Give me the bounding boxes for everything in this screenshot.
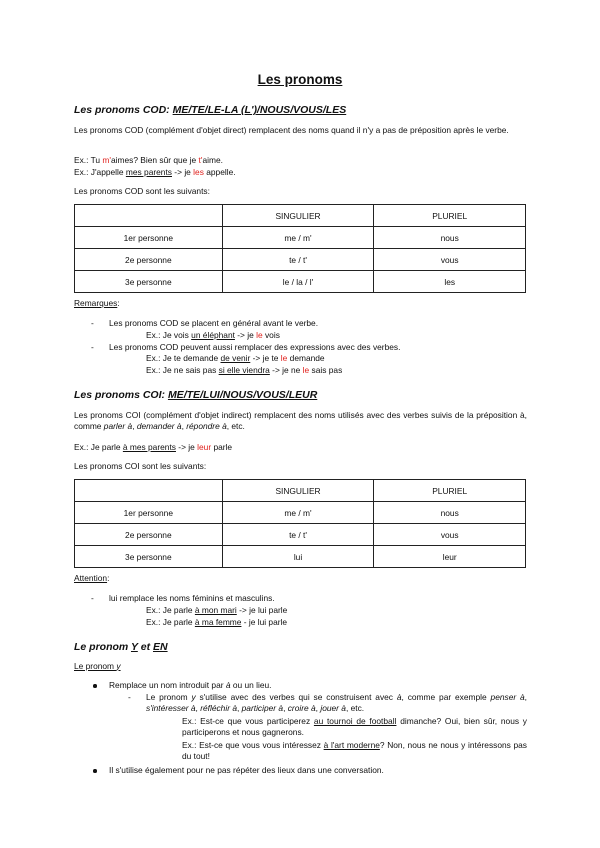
cod-example-1 — [74, 155, 223, 166]
text: y — [116, 661, 121, 671]
cod-heading — [74, 104, 346, 116]
cod-heading-list: ME/TE/LE-LA (L')/NOUS/VOUS/LES — [172, 104, 347, 116]
replaced-noun: de venir — [220, 353, 251, 363]
coi-heading-prefix: Les pronoms COI: — [74, 389, 168, 401]
y-bullet-1 — [109, 680, 272, 691]
verb-example: répondre à — [186, 421, 227, 431]
cod-remarks-label — [74, 298, 120, 309]
text: appelle. — [203, 167, 236, 177]
table-cell: te / t' — [222, 249, 374, 271]
coi-list-intro: Les pronoms COI sont les suivants: — [74, 461, 207, 471]
coi-attention-example-2 — [146, 617, 287, 628]
verb-example: parler à — [103, 421, 133, 431]
text: , — [236, 703, 242, 713]
table-row — [75, 546, 526, 568]
text: : — [107, 573, 110, 583]
text: : — [117, 298, 120, 308]
table-header: PLURIEL — [374, 480, 526, 502]
text: aimes? Bien sûr que je — [110, 155, 199, 165]
text: sais pas — [309, 365, 343, 375]
table-cell: vous — [374, 524, 526, 546]
table-cell: me / m' — [222, 227, 374, 249]
text: parle — [211, 442, 233, 452]
text: vois — [262, 330, 280, 340]
dash-bullet: - — [128, 692, 131, 702]
table-cell: 2e personne — [75, 524, 223, 546]
coi-heading-list: ME/TE/LUI/NOUS/VOUS/LEUR — [167, 389, 318, 401]
text: et — [137, 641, 153, 653]
text: Les pronoms COI (complément d'objet indirect) remplacent des noms utilisés avec des verbes suivis de la préposition à, comme — [74, 410, 527, 431]
cod-list-intro: Les pronoms COD sont les suivants: — [74, 186, 210, 196]
coi-heading — [74, 389, 317, 401]
text: à — [396, 692, 402, 702]
replaced-noun: à l'art moderne — [323, 740, 380, 750]
text: aime. — [202, 155, 223, 165]
bullet-dot — [93, 769, 97, 773]
text: -> je — [171, 167, 194, 177]
table-row — [75, 502, 526, 524]
verb-example: demander à — [136, 421, 182, 431]
text: , — [195, 703, 201, 713]
verb-example: penser à — [490, 692, 525, 702]
coi-attention-label — [74, 573, 109, 584]
text: -> je — [175, 442, 198, 452]
table-header — [75, 480, 223, 502]
text: à — [225, 680, 231, 690]
cod-remark-1: Les pronoms COD se placent en général avant le verbe. — [109, 318, 319, 328]
text: Ex.: Je vois — [146, 330, 192, 340]
text: ou un lieu. — [230, 680, 272, 690]
text: , — [283, 703, 288, 713]
text: Le pronom — [74, 641, 131, 653]
cod-example-2 — [74, 167, 236, 178]
page-title: Les pronoms — [257, 72, 343, 87]
y-bullet-2: Il s'utilise également pour ne pas répéter des lieux dans une conversation. — [109, 765, 384, 775]
replaced-noun: si elle viendra — [218, 365, 270, 375]
text: s'utilise avec des verbes qui se construisent avec — [195, 692, 397, 702]
table-header — [75, 205, 223, 227]
table-cell: nous — [374, 227, 526, 249]
text: , etc. — [345, 703, 365, 713]
text: , — [181, 421, 187, 431]
table-row — [75, 271, 526, 293]
text: -> je lui parle — [236, 605, 288, 615]
table-cell: leur — [374, 546, 526, 568]
text: , — [315, 703, 321, 713]
text: -> je ne — [269, 365, 303, 375]
table-cell: 3e personne — [75, 546, 223, 568]
table-header: SINGULIER — [222, 480, 374, 502]
dash-bullet: - — [91, 318, 94, 328]
text: Le pronom — [74, 661, 117, 671]
cod-remark-2-example-1 — [146, 353, 325, 364]
y-example-1 — [182, 716, 527, 738]
text: demande — [287, 353, 325, 363]
dash-bullet: - — [91, 593, 94, 603]
pronoun-highlight: t' — [198, 155, 203, 165]
text: y — [191, 692, 196, 702]
coi-definition — [74, 410, 527, 432]
replaced-noun: à ma femme — [194, 617, 242, 627]
pronoun-highlight: le — [256, 330, 263, 340]
text: Ex.: Est-ce que vous participerez — [182, 716, 314, 726]
y-usage — [146, 692, 527, 714]
pronoun-highlight: le — [280, 353, 288, 363]
text: Ex.: J'appelle — [74, 167, 126, 177]
text: ? Non, nous ne nous y intéressons pas du tout! — [182, 740, 527, 761]
replaced-noun: un éléphant — [191, 330, 235, 340]
pronoun-highlight: les — [193, 167, 204, 177]
verb-example: jouer à — [320, 703, 346, 713]
dash-bullet: - — [91, 342, 94, 352]
table-cell: les — [374, 271, 526, 293]
text: Ex.: Je parle — [74, 442, 123, 452]
cod-heading-prefix: Les pronoms COD: — [74, 104, 173, 116]
text: Remarques — [74, 298, 118, 308]
verb-example: participer à — [241, 703, 284, 713]
y-example-2 — [182, 740, 527, 762]
text: Ex.: Je ne sais pas — [146, 365, 219, 375]
text: Ex.: Est-ce que vous vous intéressez — [182, 740, 324, 750]
table-row — [75, 249, 526, 271]
table-header-row — [75, 480, 526, 502]
table-cell: 3e personne — [75, 271, 223, 293]
cod-remark-2: Les pronoms COD peuvent aussi remplacer des expressions avec des verbes. — [109, 342, 401, 352]
table-cell: 1er personne — [75, 227, 223, 249]
text: Remplace un nom introduit par — [109, 680, 226, 690]
table-row — [75, 524, 526, 546]
table-cell: vous — [374, 249, 526, 271]
verb-example: croire à — [287, 703, 316, 713]
text: -> je te — [250, 353, 281, 363]
text: Le pronom — [146, 692, 192, 702]
text: EN — [152, 641, 168, 653]
verb-example: s'intéresser à — [146, 703, 196, 713]
pronoun-highlight: m' — [102, 155, 111, 165]
table-cell: 2e personne — [75, 249, 223, 271]
text: Ex.: Je parle — [146, 605, 195, 615]
coi-attention-1: lui remplace les noms féminins et masculins. — [109, 593, 275, 603]
cod-remark-1-example — [146, 330, 280, 341]
table-header: SINGULIER — [222, 205, 374, 227]
cod-definition: Les pronoms COD (complément d'objet direct) remplacent des noms quand il n'y a pas de préposition après le verbe. — [74, 125, 509, 135]
text: dimanche? Oui, bien sûr, nous y participerons et nous gagnerons. — [182, 716, 527, 737]
text: Ex.: Tu — [74, 155, 103, 165]
coi-table — [74, 479, 526, 568]
coi-attention-example-1 — [146, 605, 287, 616]
yen-heading — [74, 641, 168, 653]
text: Ex.: Je parle — [146, 617, 195, 627]
text: Y — [130, 641, 138, 653]
bullet-dot — [93, 684, 97, 688]
table-header-row — [75, 205, 526, 227]
text: , — [132, 421, 137, 431]
y-subheading — [74, 661, 121, 672]
cod-remark-2-example-2 — [146, 365, 342, 376]
text: - je lui parle — [241, 617, 288, 627]
replaced-noun: à mon mari — [194, 605, 237, 615]
text: -> je — [234, 330, 257, 340]
replaced-noun: mes parents — [125, 167, 172, 177]
text: , — [524, 692, 527, 702]
table-cell: le / la / l' — [222, 271, 374, 293]
text: , comme par exemple — [401, 692, 491, 702]
text: Ex.: Je te demande — [146, 353, 221, 363]
table-cell: lui — [222, 546, 374, 568]
table-cell: 1er personne — [75, 502, 223, 524]
text: Attention — [74, 573, 108, 583]
verb-example: réfléchir à — [200, 703, 237, 713]
replaced-noun: au tournoi de football — [313, 716, 397, 726]
replaced-noun: à mes parents — [122, 442, 176, 452]
coi-example — [74, 442, 232, 453]
text: , etc. — [226, 421, 245, 431]
cod-table — [74, 204, 526, 293]
table-cell: nous — [374, 502, 526, 524]
table-row — [75, 227, 526, 249]
table-cell: te / t' — [222, 524, 374, 546]
table-cell: me / m' — [222, 502, 374, 524]
pronoun-highlight: le — [302, 365, 310, 375]
pronoun-highlight: leur — [197, 442, 212, 452]
table-header: PLURIEL — [374, 205, 526, 227]
